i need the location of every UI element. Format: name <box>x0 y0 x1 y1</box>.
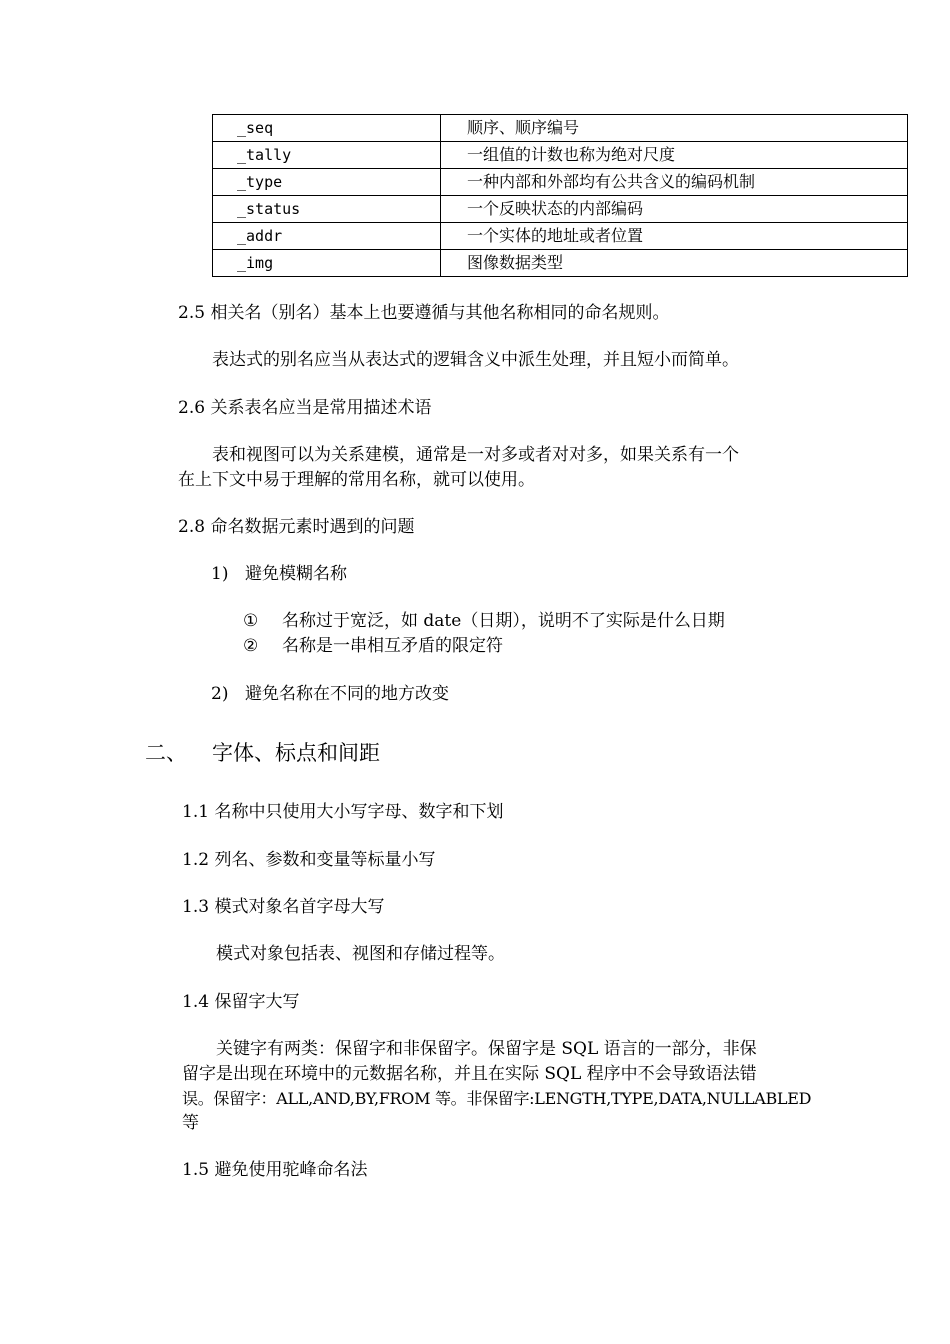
section-heading-2-5: 2.5 相关名（别名）基本上也要遵循与其他名称相同的命名规则。 <box>178 303 670 323</box>
paragraph-1-4-line4: 等 <box>182 1113 199 1133</box>
paragraph-2-6-line1: 表和视图可以为关系建模，通常是一对多或者对对多，如果关系有一个 <box>212 445 739 465</box>
paragraph-2-6-line2: 在上下文中易于理解的常用名称，就可以使用。 <box>178 470 535 490</box>
chapter-title: 字体、标点和间距 <box>212 741 380 765</box>
paragraph-1-3: 模式对象包括表、视图和存储过程等。 <box>216 944 505 964</box>
paragraph-2-5: 表达式的别名应当从表达式的逻辑含义中派生处理，并且短小而简单。 <box>212 350 739 370</box>
table-cell-name: _img <box>213 250 441 277</box>
table-row <box>213 115 908 142</box>
table-cell-desc: 一种内部和外部均有公共含义的编码机制 <box>441 169 908 196</box>
list-item-2-text: 避免名称在不同的地方改变 <box>245 684 449 704</box>
sub-item-2-text: 名称是一串相互矛盾的限定符 <box>282 636 503 656</box>
list-item-2-number: 2) <box>211 684 229 704</box>
table-row <box>213 196 908 223</box>
table-cell-desc: 一个实体的地址或者位置 <box>441 223 908 250</box>
section-heading-1-1: 1.1 名称中只使用大小写字母、数字和下划 <box>182 802 504 822</box>
table-row <box>213 169 908 196</box>
sub-item-1-text: 名称过于宽泛，如 date（日期），说明不了实际是什么日期 <box>282 611 725 631</box>
table-cell-name: _addr <box>213 223 441 250</box>
table-cell-name: _seq <box>213 115 441 142</box>
section-heading-1-4: 1.4 保留字大写 <box>182 992 300 1012</box>
chapter-number: 二、 <box>145 741 187 765</box>
section-heading-1-3: 1.3 模式对象名首字母大写 <box>182 897 385 917</box>
table-row <box>213 223 908 250</box>
table-cell-name: _tally <box>213 142 441 169</box>
table-cell-name: _status <box>213 196 441 223</box>
table-cell-desc: 顺序、顺序编号 <box>441 115 908 142</box>
suffix-table <box>212 114 908 277</box>
table-cell-desc: 一组值的计数也称为绝对尺度 <box>441 142 908 169</box>
section-heading-2-8: 2.8 命名数据元素时遇到的问题 <box>178 517 415 537</box>
paragraph-1-4-line3: 误。保留字：ALL,AND,BY,FROM 等。非保留字:LENGTH,TYPE,DATA,NULLABLED <box>182 1089 812 1108</box>
table-cell-desc: 一个反映状态的内部编码 <box>441 196 908 223</box>
paragraph-1-4-line2: 留字是出现在环境中的元数据名称，并且在实际 SQL 程序中不会导致语法错 <box>182 1064 757 1084</box>
sub-item-2-number: ② <box>243 636 259 656</box>
table-row <box>213 142 908 169</box>
section-heading-1-5: 1.5 避免使用驼峰命名法 <box>182 1160 368 1180</box>
list-item-1-text: 避免模糊名称 <box>245 564 347 584</box>
table-row <box>213 250 908 277</box>
list-item-1-number: 1) <box>211 564 229 584</box>
section-heading-1-2: 1.2 列名、参数和变量等标量小写 <box>182 850 436 870</box>
section-heading-2-6: 2.6 关系表名应当是常用描述术语 <box>178 398 432 418</box>
sub-item-1-number: ① <box>243 611 259 631</box>
table-cell-desc: 图像数据类型 <box>441 250 908 277</box>
paragraph-1-4-line1: 关键字有两类：保留字和非保留字。保留字是 SQL 语言的一部分，非保 <box>216 1039 757 1059</box>
table-cell-name: _type <box>213 169 441 196</box>
